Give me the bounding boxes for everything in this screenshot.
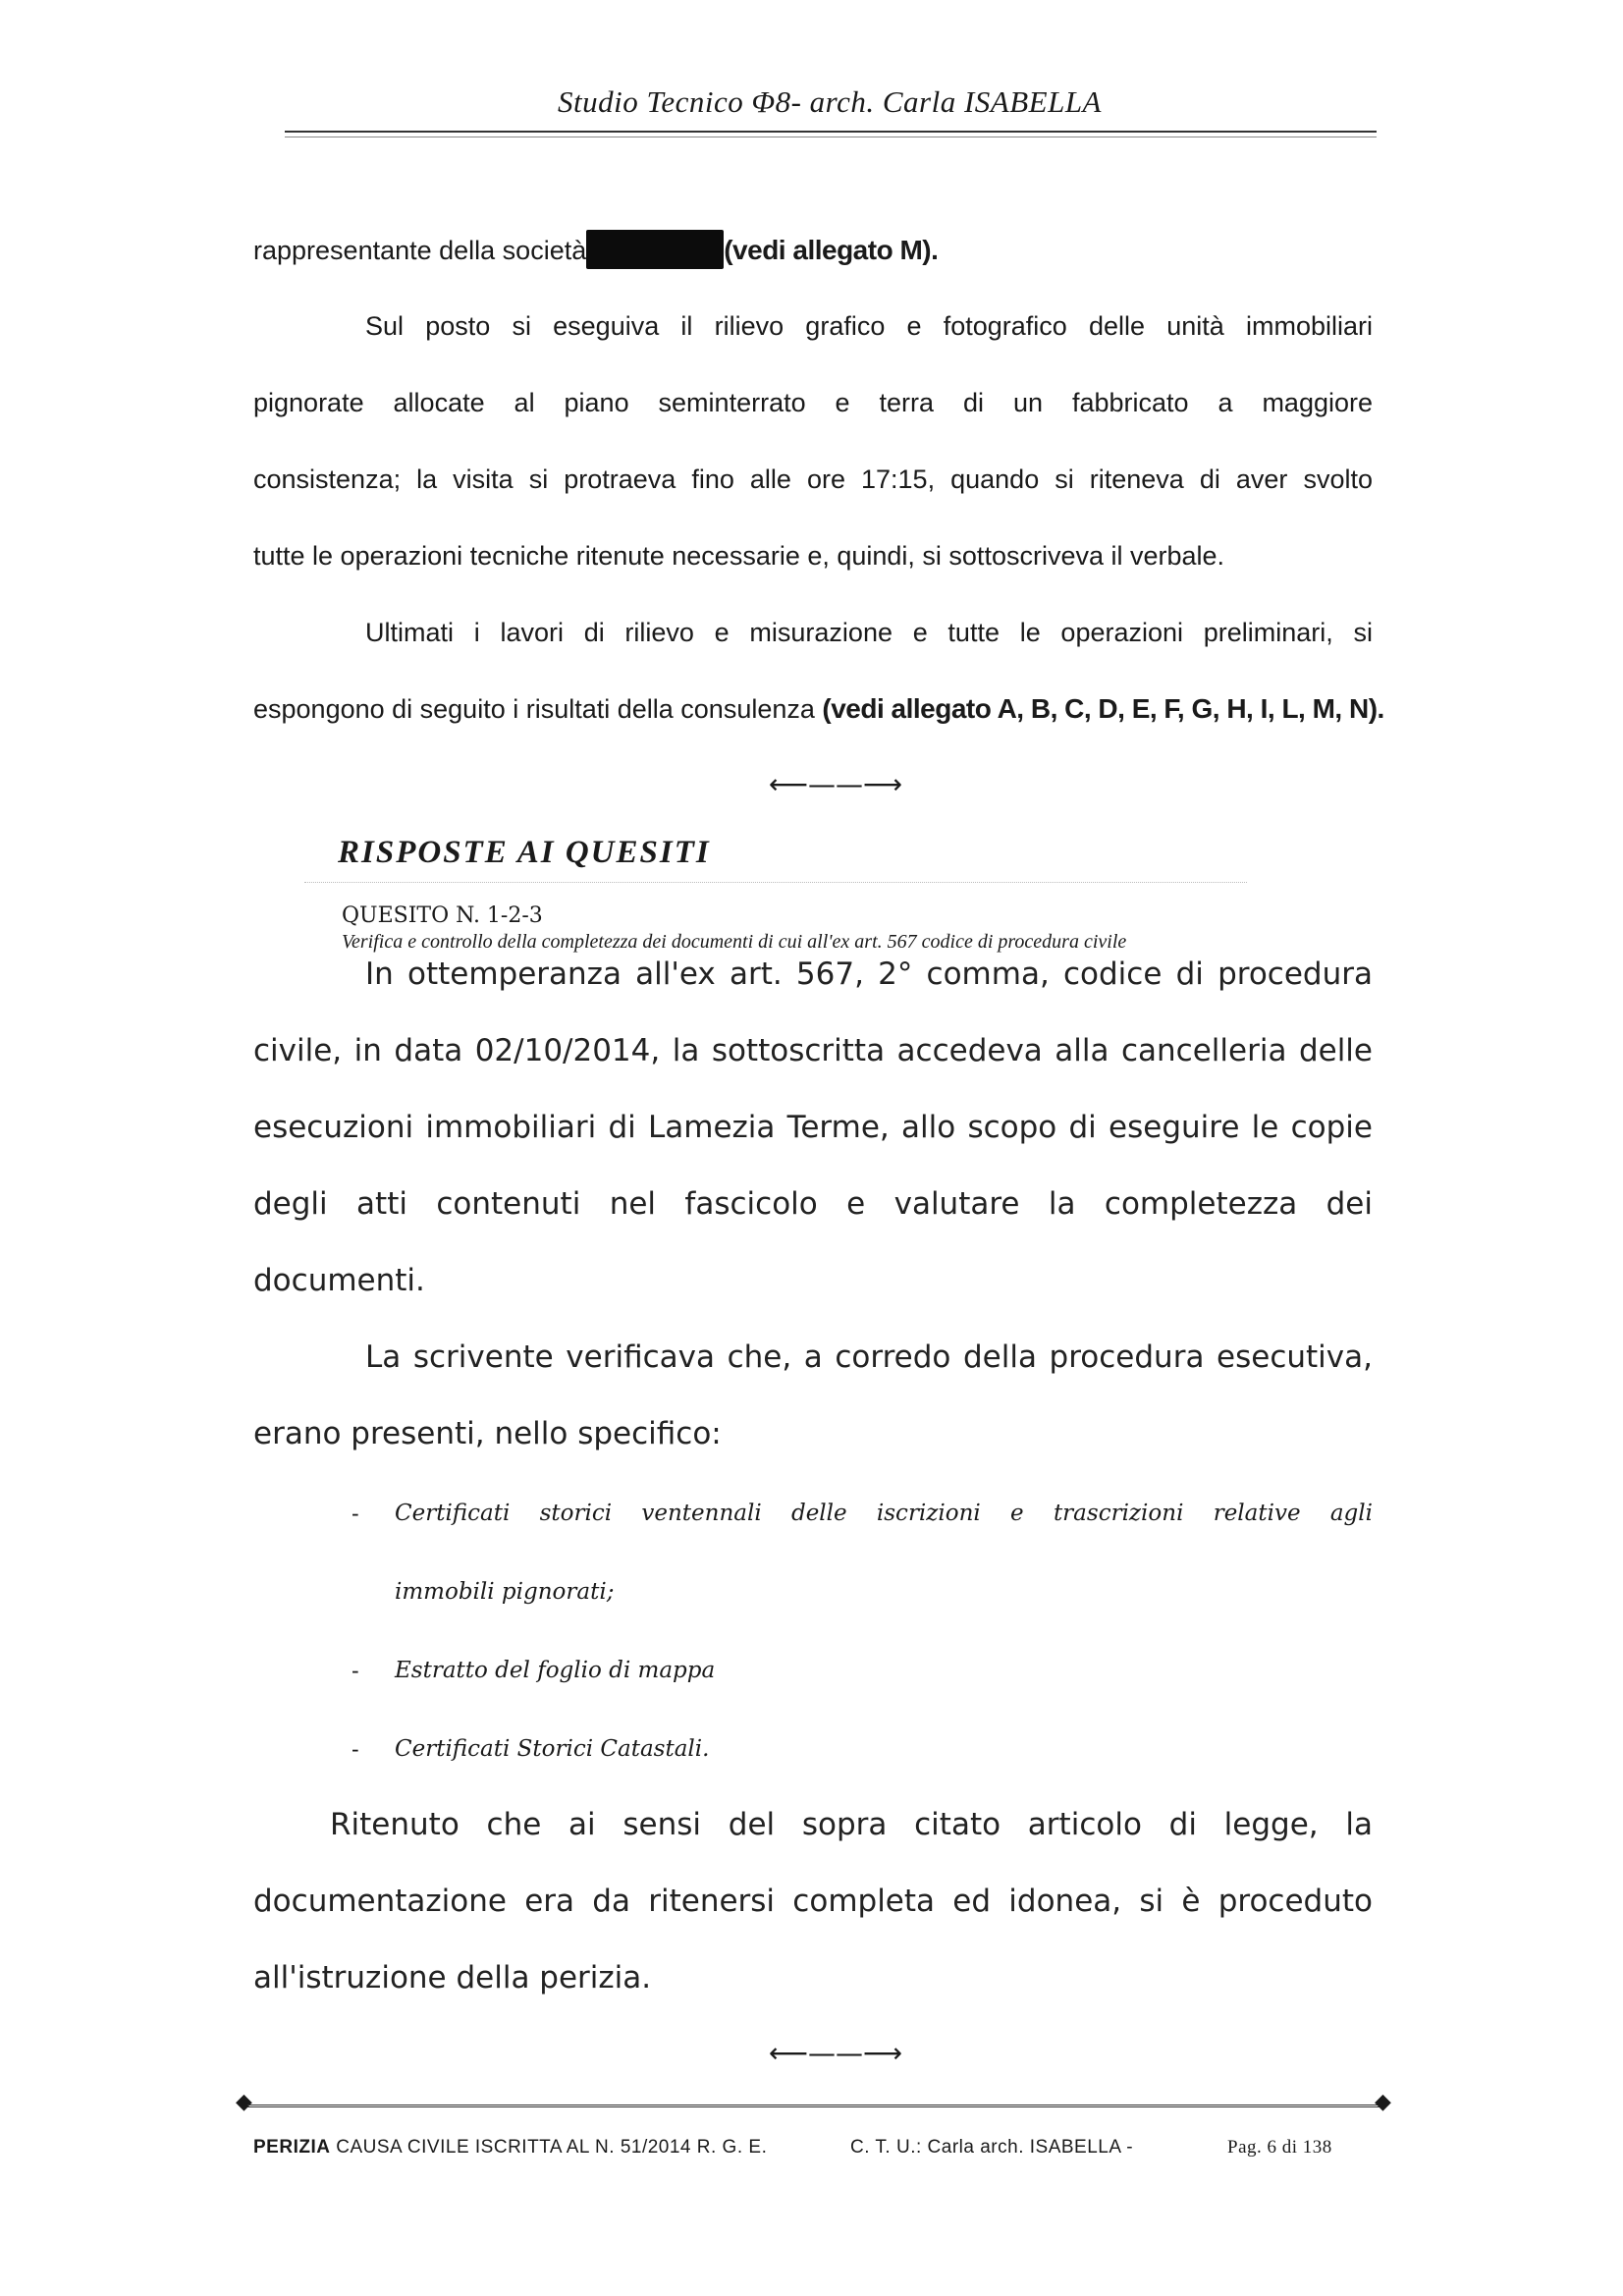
body-para1-line1: In ottemperanza all'ex art. 567, 2° comma, codice di procedura [365,957,1373,992]
body-para3-line3: all'istruzione della perizia. [253,1960,652,1995]
footer-rule [247,2105,1386,2107]
list-item-1-cont: immobili pignorati; [395,1579,615,1605]
para1-line2: pignorate allocate al piano seminterrato e terra di un fabbricato a maggiore [253,388,1373,417]
list-dash-2: - [352,1658,359,1683]
redaction-block [586,230,724,269]
body-para1-line3: esecuzioni immobiliari di Lamezia Terme, allo scopo di eseguire le copie [253,1110,1373,1145]
footer-ctu: C. T. U.: Carla arch. ISABELLA - [850,2137,1134,2158]
allegato-ref: (vedi allegato M). [724,235,939,265]
body-para2-line1: La scrivente verificava che, a corredo della procedura esecutiva, [365,1339,1373,1375]
intro-prefix: rappresentante della società [253,236,587,265]
para2-line2 [253,689,1384,729]
para2-line1: Ultimati i lavori di rilievo e misurazione e tutte le operazioni preliminari, si [365,618,1373,647]
quesito-label: QUESITO N. 1-2-3 [342,903,543,928]
footer-page-number: Pag. 6 di 138 [1227,2137,1332,2158]
para1-line3: consistenza; la visita si protraeva fino alle ore 17:15, quando si riteneva di aver svolto [253,465,1373,494]
footer-causa: CAUSA CIVILE ISCRITTA AL N. 51/2014 R. G. E. [336,2137,768,2158]
para2-prefix: espongono di seguito i risultati della consulenza [253,694,815,724]
para1-line4: tutte le operazioni tecniche ritenute necessarie e, quindi, si sottoscriveva il verbale. [253,541,1225,571]
list-dash-3: - [352,1736,359,1762]
separator-arrow: ⟵——⟶ [768,768,903,800]
list-item-1: Certificati storici ventennali delle iscrizioni e trascrizioni relative agli [395,1501,1373,1526]
footer-diamond-right: ◆ [1375,2090,1391,2114]
dotted-rule [304,882,1247,883]
body-para1-line4: degli atti contenuti nel fascicolo e valutare la completezza dei [253,1186,1373,1222]
section-title: RISPOSTE AI QUESITI [338,835,711,870]
body-para1-line5: documenti. [253,1263,425,1298]
header-rule [285,131,1377,133]
list-dash-1: - [352,1501,359,1526]
list-item-2: Estratto del foglio di mappa [395,1658,716,1683]
body-para3-line1: Ritenuto che ai sensi del sopra citato articolo di legge, la [330,1807,1373,1842]
para1-line1: Sul posto si eseguiva il rilievo grafico e fotografico delle unità immobiliari [365,311,1373,341]
separator-arrow-2: ⟵——⟶ [768,2037,903,2069]
body-para3-line2: documentazione era da ritenersi completa ed idonea, si è proceduto [253,1884,1373,1919]
list-item-3: Certificati Storici Catastali. [395,1736,710,1762]
allegati-ref: (vedi allegato A, B, C, D, E, F, G, H, I, L, M, N). [822,693,1384,724]
footer-perizia-bold: PERIZIA [253,2137,331,2158]
body-para1-line2: civile, in data 02/10/2014, la sottoscritta accedeva alla cancelleria delle [253,1033,1373,1068]
footer-diamond-left: ◆ [236,2090,252,2114]
intro-line [253,230,938,270]
footer-perizia [253,2137,767,2159]
page-header: Studio Tecnico Φ8- arch. Carla ISABELLA [557,84,1102,119]
body-para2-line2: erano presenti, nello specifico: [253,1416,722,1451]
quesito-description: Verifica e controllo della completezza dei documenti di cui all'ex art. 567 codice di procedura civile [342,931,1127,953]
